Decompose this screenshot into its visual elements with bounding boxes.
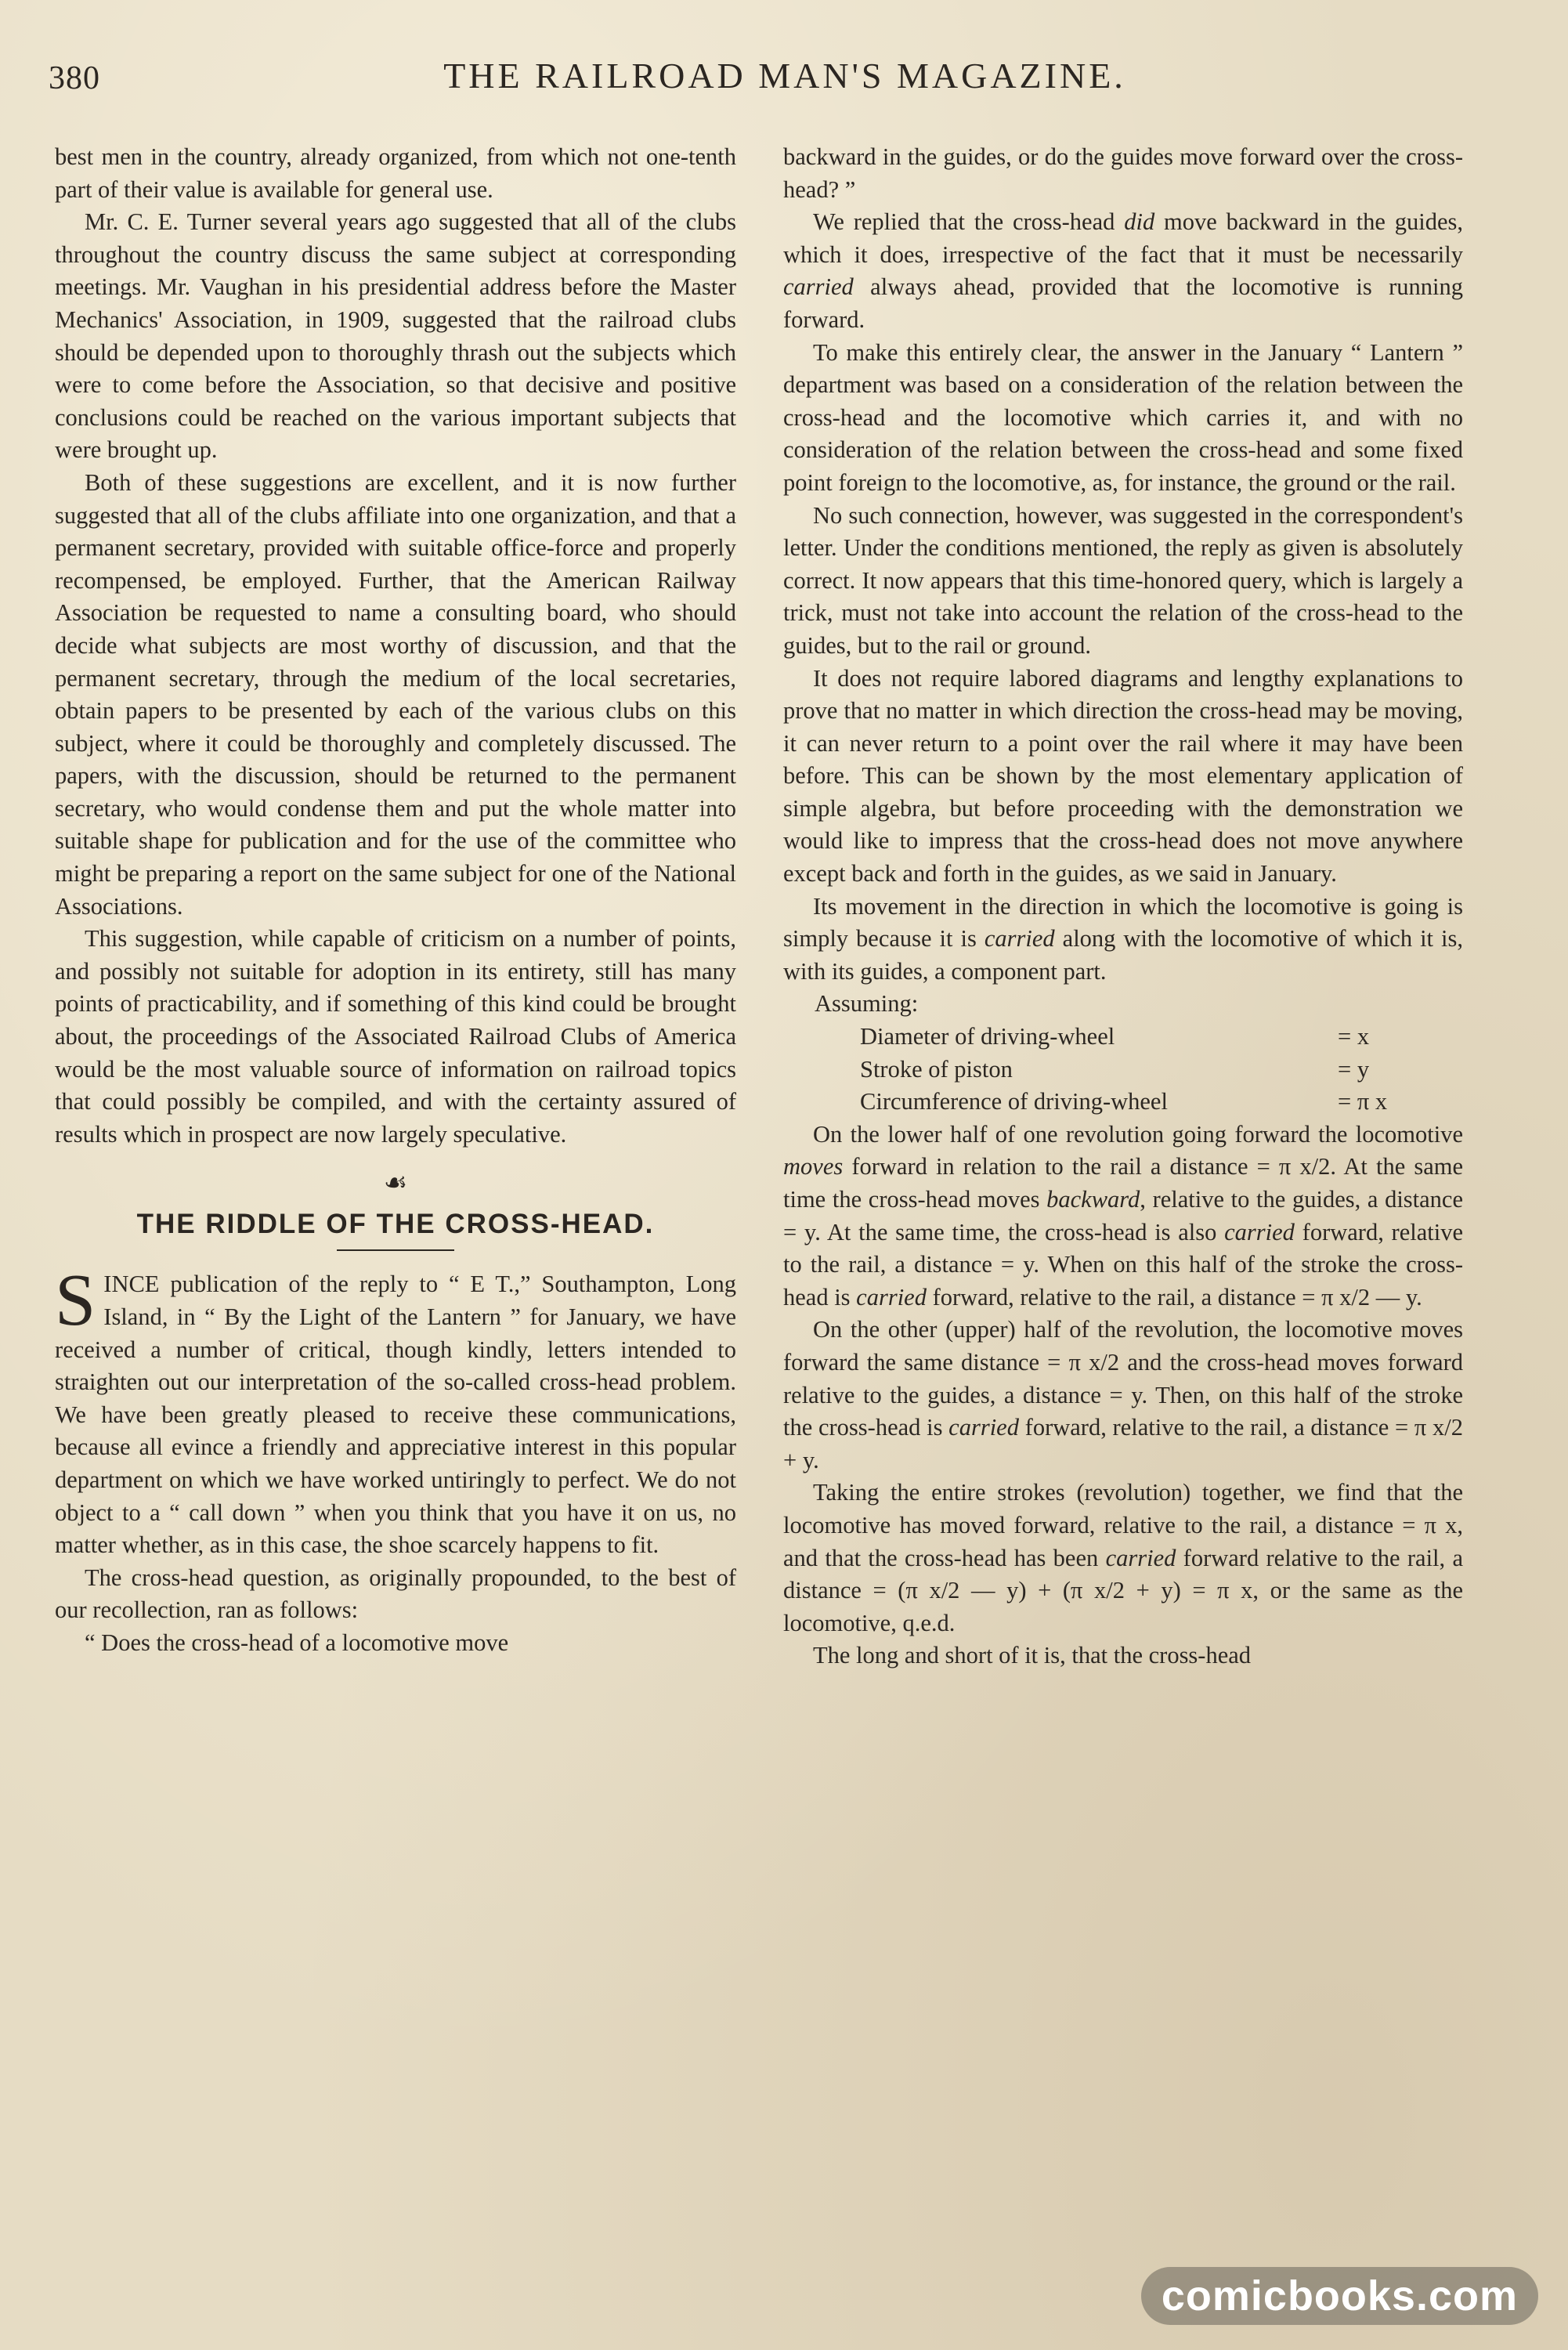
paragraph: Both of these suggestions are excellent, and it is now further suggested that all of the clubs affiliate into one organization, and that a permanent secretary, provided with suitable office-force and properly recompensed, be employed. Further, that the American Railway Association be requested to name a consulting board, who should decide what subjects are most worthy of discussion, and that the permanent secretary, through the medium of the local secretaries, obtain papers to be presented by each of the various clubs on this subject, where it could be thoroughly and completely discussed. The papers, with the discussion, should be returned to the permanent secretary, who would condense them and put the whole matter into suitable shape for publication and for the use of the committee who might be preparing a report on the same subject for one of the National Associations. — [55, 468, 736, 920]
assumption-value: = π x — [1338, 1088, 1388, 1115]
paragraph: It does not require labored diagrams and lengthy explanations to prove that no matter in which direction the cross-head may be moving, it can never return to a point over the rail where it may have been before. This can be shown by the most elementary application of simple algebra, but before proceeding with the demonstration we would like to impress that the cross-head does not move anywhere except back and forth in the guides, as we said in January. — [783, 664, 1463, 888]
text-run: On the lower half of one revolution going forward the locomotive — [813, 1120, 1463, 1148]
paragraph — [55, 1260, 736, 1561]
paragraph: “ Does the cross-head of a locomotive move — [85, 1629, 509, 1656]
italic-text: carried — [856, 1283, 927, 1311]
drop-cap: S — [55, 1260, 96, 1342]
paragraph — [783, 1119, 1463, 1314]
assumption-value: = y — [1338, 1055, 1370, 1083]
text-run: On the other (upper) half of the revolution, the locomotive moves forward the same distance = π x/2 and the cross-head moves forward relative to the guides, a distance = y. Then, on this half of the stroke the cross-head is — [783, 1316, 1463, 1441]
dropcap-paragraph-text: INCE publication of the reply to “ E T.,” Southampton, Long Island, in “ By the Light of the Lantern ” for January, we have received a number of critical, though kindly, letters intended to straighten out our interpretation of the so-called cross-head problem. We have been greatly pleased to receive these communications, because all evince a friendly and appreciative interest in this popular department on which we have worked untiringly to perfect. We do not object to a “ call down ” when you think that you have it on us, no matter whether, as in this case, the shoe scarcely happens to fit. — [55, 1271, 736, 1559]
text-run: always ahead, provided that the locomotive is running forward. — [783, 273, 1463, 333]
paragraph: backward in the guides, or do the guides move forward over the cross-head? ” — [783, 143, 1463, 203]
paragraph — [783, 1314, 1463, 1477]
text-run: forward relative to the rail, a distance = (π x/2 — y) + (π x/2 + y) = π x, or the same as the locomotive, q.e.d. — [783, 1544, 1463, 1636]
assumption-label: Stroke of piston — [860, 1055, 1013, 1083]
assumption-row — [815, 1086, 1463, 1119]
text-run: forward in relation to the rail a distance = π x/2. At the same time the cross-head moves — [783, 1153, 1463, 1213]
paragraph: The long and short of it is, that the cross-head — [813, 1642, 1252, 1669]
italic-text: carried — [1224, 1218, 1295, 1246]
text-run: forward, relative to the rail, a distance = π x/2 — y. — [926, 1283, 1422, 1311]
italic-text: carried — [948, 1414, 1019, 1441]
page-header — [49, 55, 1521, 110]
assumption-label: Circumference of driving-wheel — [860, 1088, 1168, 1115]
paragraph: To make this entirely clear, the answer in the January “ Lantern ” department was based on a consideration of the relation between the cross-head and the locomotive which carries it, and with no consideration of the relation between the cross-head and some fixed point foreign to the locomotive, as, for instance, the ground or the rail. — [783, 338, 1463, 496]
section-ornament: ☙ — [383, 1169, 408, 1198]
assuming-label: Assuming: — [815, 990, 919, 1018]
text-run: along with the locomotive of which it is, with its guides, a component part. — [783, 925, 1463, 985]
paragraph: The cross-head question, as originally propounded, to the best of our recollection, ran as follows: — [55, 1564, 736, 1624]
paragraph: best men in the country, already organized, from which not one-tenth part of their value is available for general use. — [55, 143, 736, 203]
text-run: Its movement in the direction in which the locomotive is going is simply because it is — [783, 892, 1463, 953]
italic-text: carried — [783, 273, 854, 301]
paragraph — [783, 206, 1463, 336]
left-column — [55, 141, 736, 1660]
text-run: forward, relative to the rail, a distance = y. When on this half of the stroke the cross-head is — [783, 1218, 1463, 1311]
watermark: comicbooks.com — [1141, 2267, 1538, 2325]
page-number: 380 — [49, 60, 100, 96]
text-run: We replied that the cross-head — [813, 208, 1125, 236]
italic-text: backward — [1046, 1186, 1140, 1213]
paragraph: Mr. C. E. Turner several years ago suggested that all of the clubs throughout the country discuss the same subject at corresponding meetings. Mr. Vaughan in his presidential address before the Master Mechanics' Association, in 1909, suggested that the railroad clubs should be depended upon to thoroughly thrash out the subjects which were to come before the Association, so that decisive and positive conclusions could be reached on the various important subjects that were brought up. — [55, 208, 736, 464]
assumption-row — [815, 1054, 1463, 1086]
text-run: move backward in the guides, which it does, irrespective of the fact that it must be necessarily — [783, 208, 1463, 268]
paragraph: No such connection, however, was suggested in the correspondent's letter. Under the conditions mentioned, the reply as given is absolutely correct. It now appears that this time-honored query, which is largely a trick, must not take into account the relation of the cross-head to the guides, but to the rail or ground. — [783, 501, 1463, 659]
italic-text: moves — [783, 1153, 844, 1180]
italic-text: did — [1124, 208, 1155, 236]
assumptions-block — [783, 988, 1463, 1118]
assumption-value: = x — [1338, 1023, 1370, 1050]
assumption-label: Diameter of driving-wheel — [860, 1023, 1115, 1050]
running-head: THE RAILROAD MAN'S MAGAZINE. — [443, 56, 1126, 96]
text-run: Taking the entire strokes (revolution) together, we find that the locomotive has moved forward, relative to the rail, a distance = π x, and that the cross-head has been — [783, 1479, 1463, 1571]
paragraph — [783, 891, 1463, 989]
right-column — [783, 141, 1463, 1672]
italic-text: carried — [984, 925, 1055, 953]
italic-text: carried — [1105, 1544, 1176, 1571]
text-run: , relative to the guides, a distance = y. At the same time, the cross-head is also — [783, 1186, 1463, 1246]
text-run: forward, relative to the rail, a distance = π x/2 + y. — [783, 1414, 1463, 1473]
section-title: THE RIDDLE OF THE CROSS-HEAD. — [136, 1209, 655, 1240]
paragraph — [783, 1477, 1463, 1640]
paragraph: This suggestion, while capable of criticism on a number of points, and possibly not suitable for adoption in its entirety, still has many points of practicability, and if something of this kind could be brought about, the proceedings of the Associated Railroad Clubs of America would be the most valuable source of information on railroad topics that could possibly be compiled, and with the certainty assured of results which in prospect are now largely speculative. — [55, 925, 736, 1148]
section-rule — [337, 1249, 454, 1251]
assumption-row — [815, 1021, 1463, 1054]
